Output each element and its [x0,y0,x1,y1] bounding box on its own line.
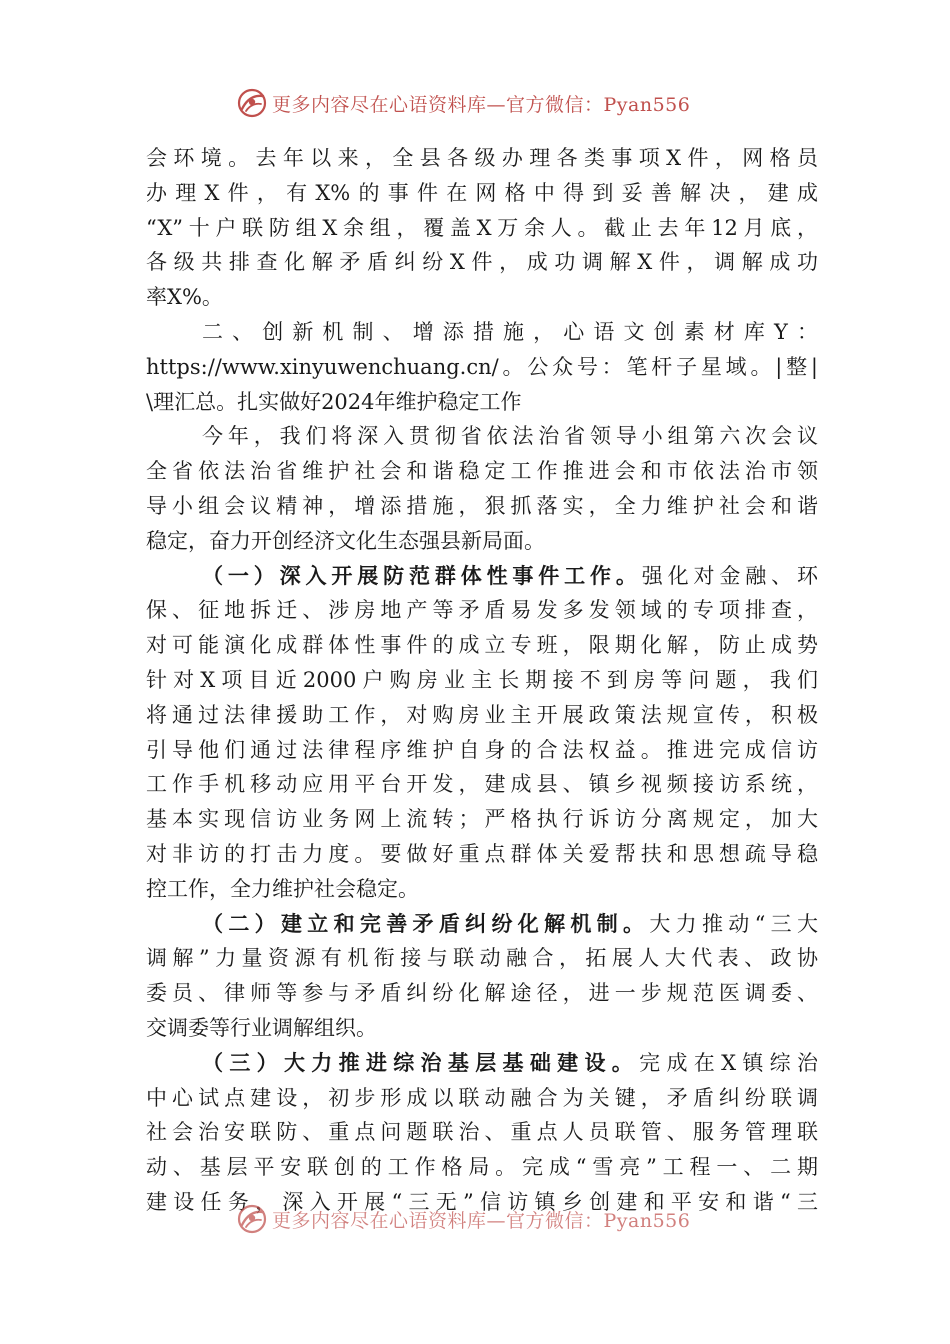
text-line: 建设任务，深入开展“三无”信访镇乡创建和平安和谐“三 [146,1189,818,1214]
text-line: 率X%。 [146,285,223,310]
text-run: 大力推动“三大 [649,911,818,936]
text-run: 完成在X镇综治 [639,1050,818,1075]
text-line: 将通过法律援助工作，对购房业主开展政策法规宣传，积极 [146,702,818,727]
text-line: 保、征地拆迁、涉房地产等矛盾易发多发领域的专项排查， [146,598,818,623]
text-line: \理汇总。扎实做好2024年维护稳定工作 [146,389,522,414]
subsection-heading: （三）大力推进综治基层基础建设。 [202,1049,640,1075]
watermark-header [236,86,756,120]
text-line: 引导他们通过法律程序维护自身的合法权益。推进完成信访 [146,737,818,762]
text-line: 导小组会议精神，增添措施，狠抓落实，全力维护社会和谐 [146,493,818,518]
text-line: 动、基层平安联创的工作格局。完成“雪亮”工程一、二期 [146,1155,818,1180]
text-line: 今年，我们将深入贯彻省依法治省领导小组第六次会议 [202,424,818,449]
text-line [146,1046,818,1081]
text-line: 社会治安联防、重点问题联治、重点人员联管、服务管理联 [146,1120,818,1145]
text-line: 办理X件，有X%的事件在网格中得到妥善解决，建成 [146,180,818,205]
text-line: 对非访的打击力度。要做好重点群体关爱帮扶和思想疏导稳 [146,841,818,866]
text-line: 工作手机移动应用平台开发，建成县、镇乡视频接访系统， [146,772,818,797]
text-line: 会环境。去年以来，全县各级办理各类事项X件，网格员 [146,146,818,170]
text-line: 对可能演化成群体性事件的成立专班，限期化解，防止成势 [146,633,818,658]
text-line: 基本实现信访业务网上流转；严格执行诉访分离规定，加大 [146,807,818,832]
text-line: 中心试点建设，初步形成以联动融合为关键，矛盾纠纷联调 [146,1085,818,1110]
text-line: 稳定，奋力开创经济文化生态强县新局面。 [146,528,545,553]
text-line: 控工作，全力维护社会稳定。 [146,876,419,901]
watermark-footer [236,1202,756,1236]
watermark-text: 更多内容尽在心语资料库—官方微信：Pyan556 [272,1209,691,1232]
seal-logo-icon [236,87,268,119]
subsection-heading: （一）深入开展防范群体性事件工作。 [202,562,642,588]
text-run: 强化对金融、环 [641,563,818,588]
text-line: 调解”力量资源有机衔接与联动融合，拓展人大代表、政协 [146,946,818,971]
text-line: 交调委等行业调解组织。 [146,1015,377,1040]
text-line: https://www.xinyuwenchuang.cn/。公众号：笔杆子星域。|整| [146,354,818,379]
section-heading: 二、创新机制、增添措施，心语文创素材库Y： [202,319,818,344]
text-line: 各级共排查化解矛盾纠纷X件，成功调解X件，调解成功 [146,250,818,275]
seal-logo-icon [236,1203,268,1235]
watermark-text: 更多内容尽在心语资料库—官方微信：Pyan556 [272,93,691,116]
text-line [146,559,818,594]
document-body [146,141,818,1220]
text-line: “X”十户联防组X余组，覆盖X万余人。截止去年12月底， [146,215,818,240]
subsection-heading: （二）建立和完善矛盾纠纷化解机制。 [202,910,650,936]
text-line: 委员、律师等参与矛盾纠纷化解途径，进一步规范医调委、 [146,981,818,1006]
text-line: 针对X项目近2000户购房业主长期接不到房等问题，我们 [146,667,818,692]
text-line: 全省依法治省维护社会和谐稳定工作推进会和市依法治市领 [146,459,818,484]
text-line [146,907,818,942]
